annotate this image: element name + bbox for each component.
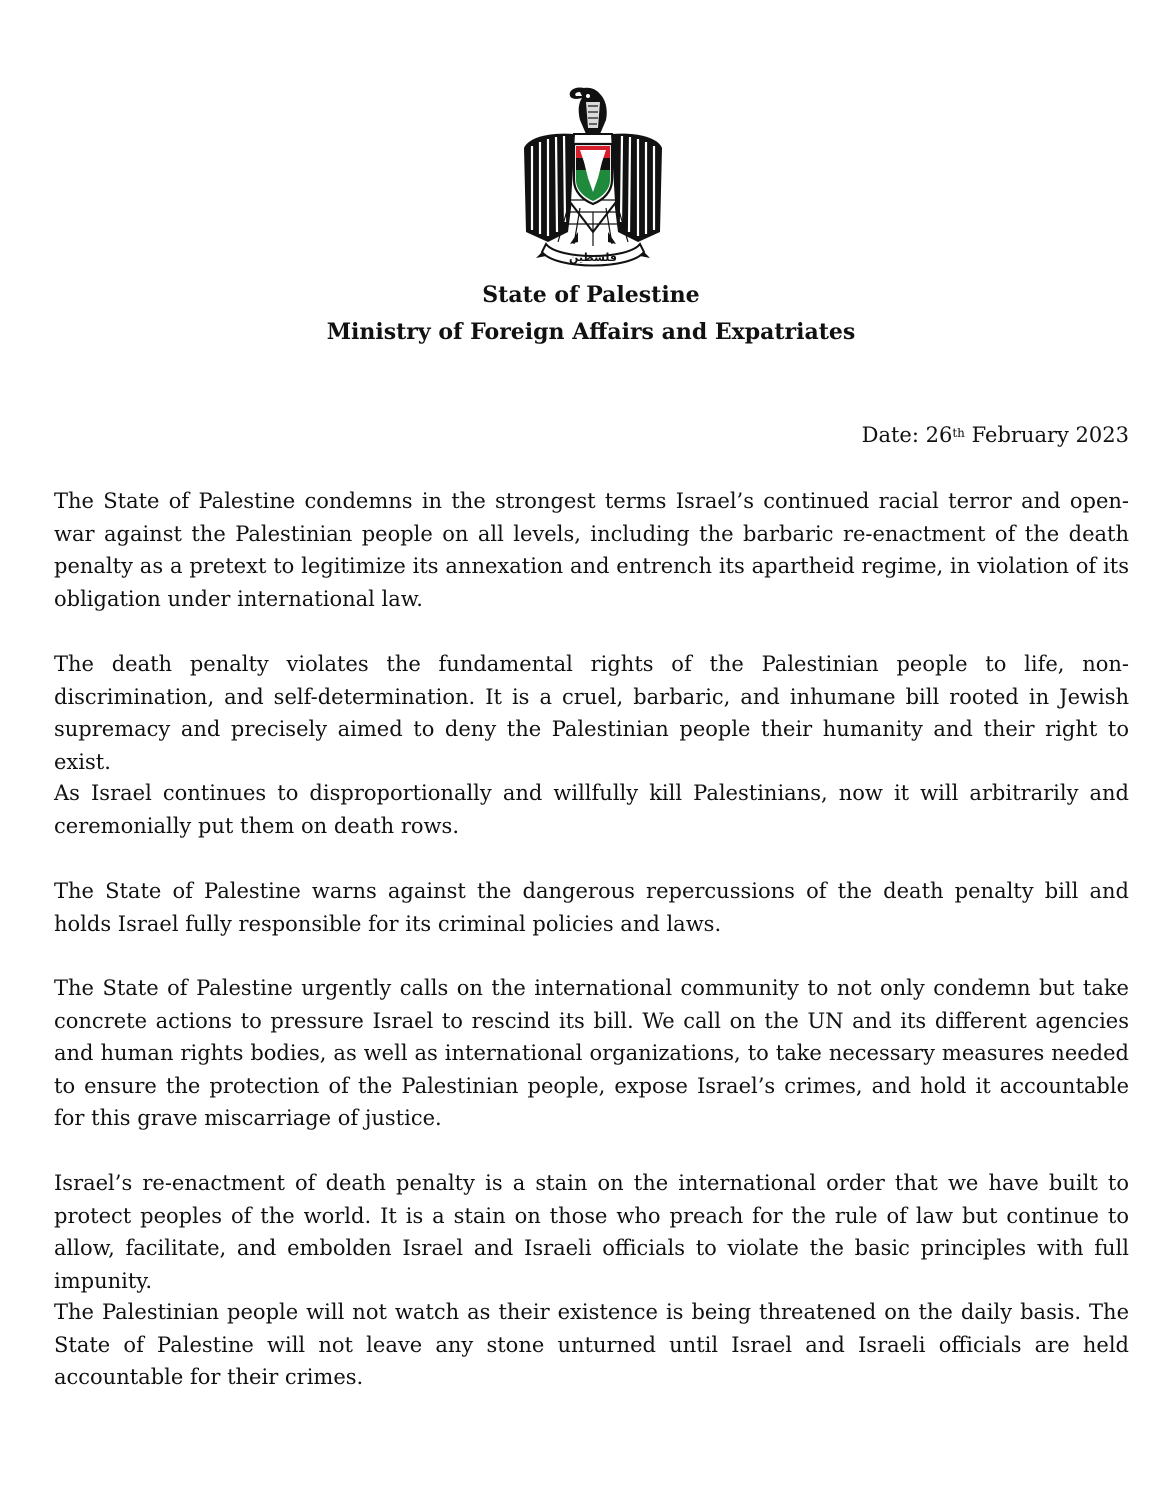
date-day: 26 (925, 423, 953, 447)
paragraph-warning: The State of Palestine warns against the dangerous repercussions of the death penalty bill and holds Israel fully responsible for its criminal policies and laws. (54, 879, 1129, 936)
paragraph-condemnation: The State of Palestine condemns in the strongest terms Israel’s continued racial terror and open-war against the Palestinian people on all levels, including the barbaric re-enactment of the death penalty as a pretext to legitimize its annexation and entrench its apartheid regime, in violation of its obligation under international law. (54, 489, 1129, 611)
paragraph-rights-violation: The death penalty violates the fundamental rights of the Palestinian people to life, non-discrimination, and self-determination. It is a cruel, barbaric, and inhumane bill rooted in Jewish supremacy and precisely aimed to deny the Palestinian people their humanity and their right to exist. (54, 652, 1129, 774)
ministry-title: Ministry of Foreign Affairs and Expatriates (326, 319, 856, 345)
paragraph-closing: The Palestinian people will not watch as their existence is being threatened on the daily basis. The State of Palestine will not leave any stone unturned until Israel and Israeli officials are held accountable for their crimes. (54, 1300, 1129, 1389)
date-month-year: February 2023 (971, 423, 1129, 447)
paragraph-call-to-action: The State of Palestine urgently calls on the international community to not only condemn but take concrete actions to pressure Israel to rescind its bill. We call on the UN and its different agencies and human rights bodies, as well as international organizations, to take necessary measures needed to ensure the protection of the Palestinian people, expose Israel’s crimes, and hold it accountable for this grave miscarriage of justice. (54, 976, 1129, 1130)
emblem-caption: فلسطين (569, 251, 617, 264)
date-label: Date: (861, 423, 919, 447)
document-date (862, 419, 1129, 451)
paragraph-killings: As Israel continues to disproportionally and willfully kill Palestinians, now it will arbitrarily and ceremonially put them on death rows. (54, 781, 1129, 838)
paragraph-international-order: Israel’s re-enactment of death penalty is a stain on the international order that we have built to protect peoples of the world. It is a stain on those who preach for the rule of law but continue to allow, facilitate, and embolden Israel and Israeli officials to violate the basic principles with full impunity. (54, 1171, 1129, 1293)
date-day-suffix: th (952, 426, 965, 440)
state-title: State of Palestine (482, 282, 700, 308)
palestine-eagle-emblem (518, 82, 668, 276)
